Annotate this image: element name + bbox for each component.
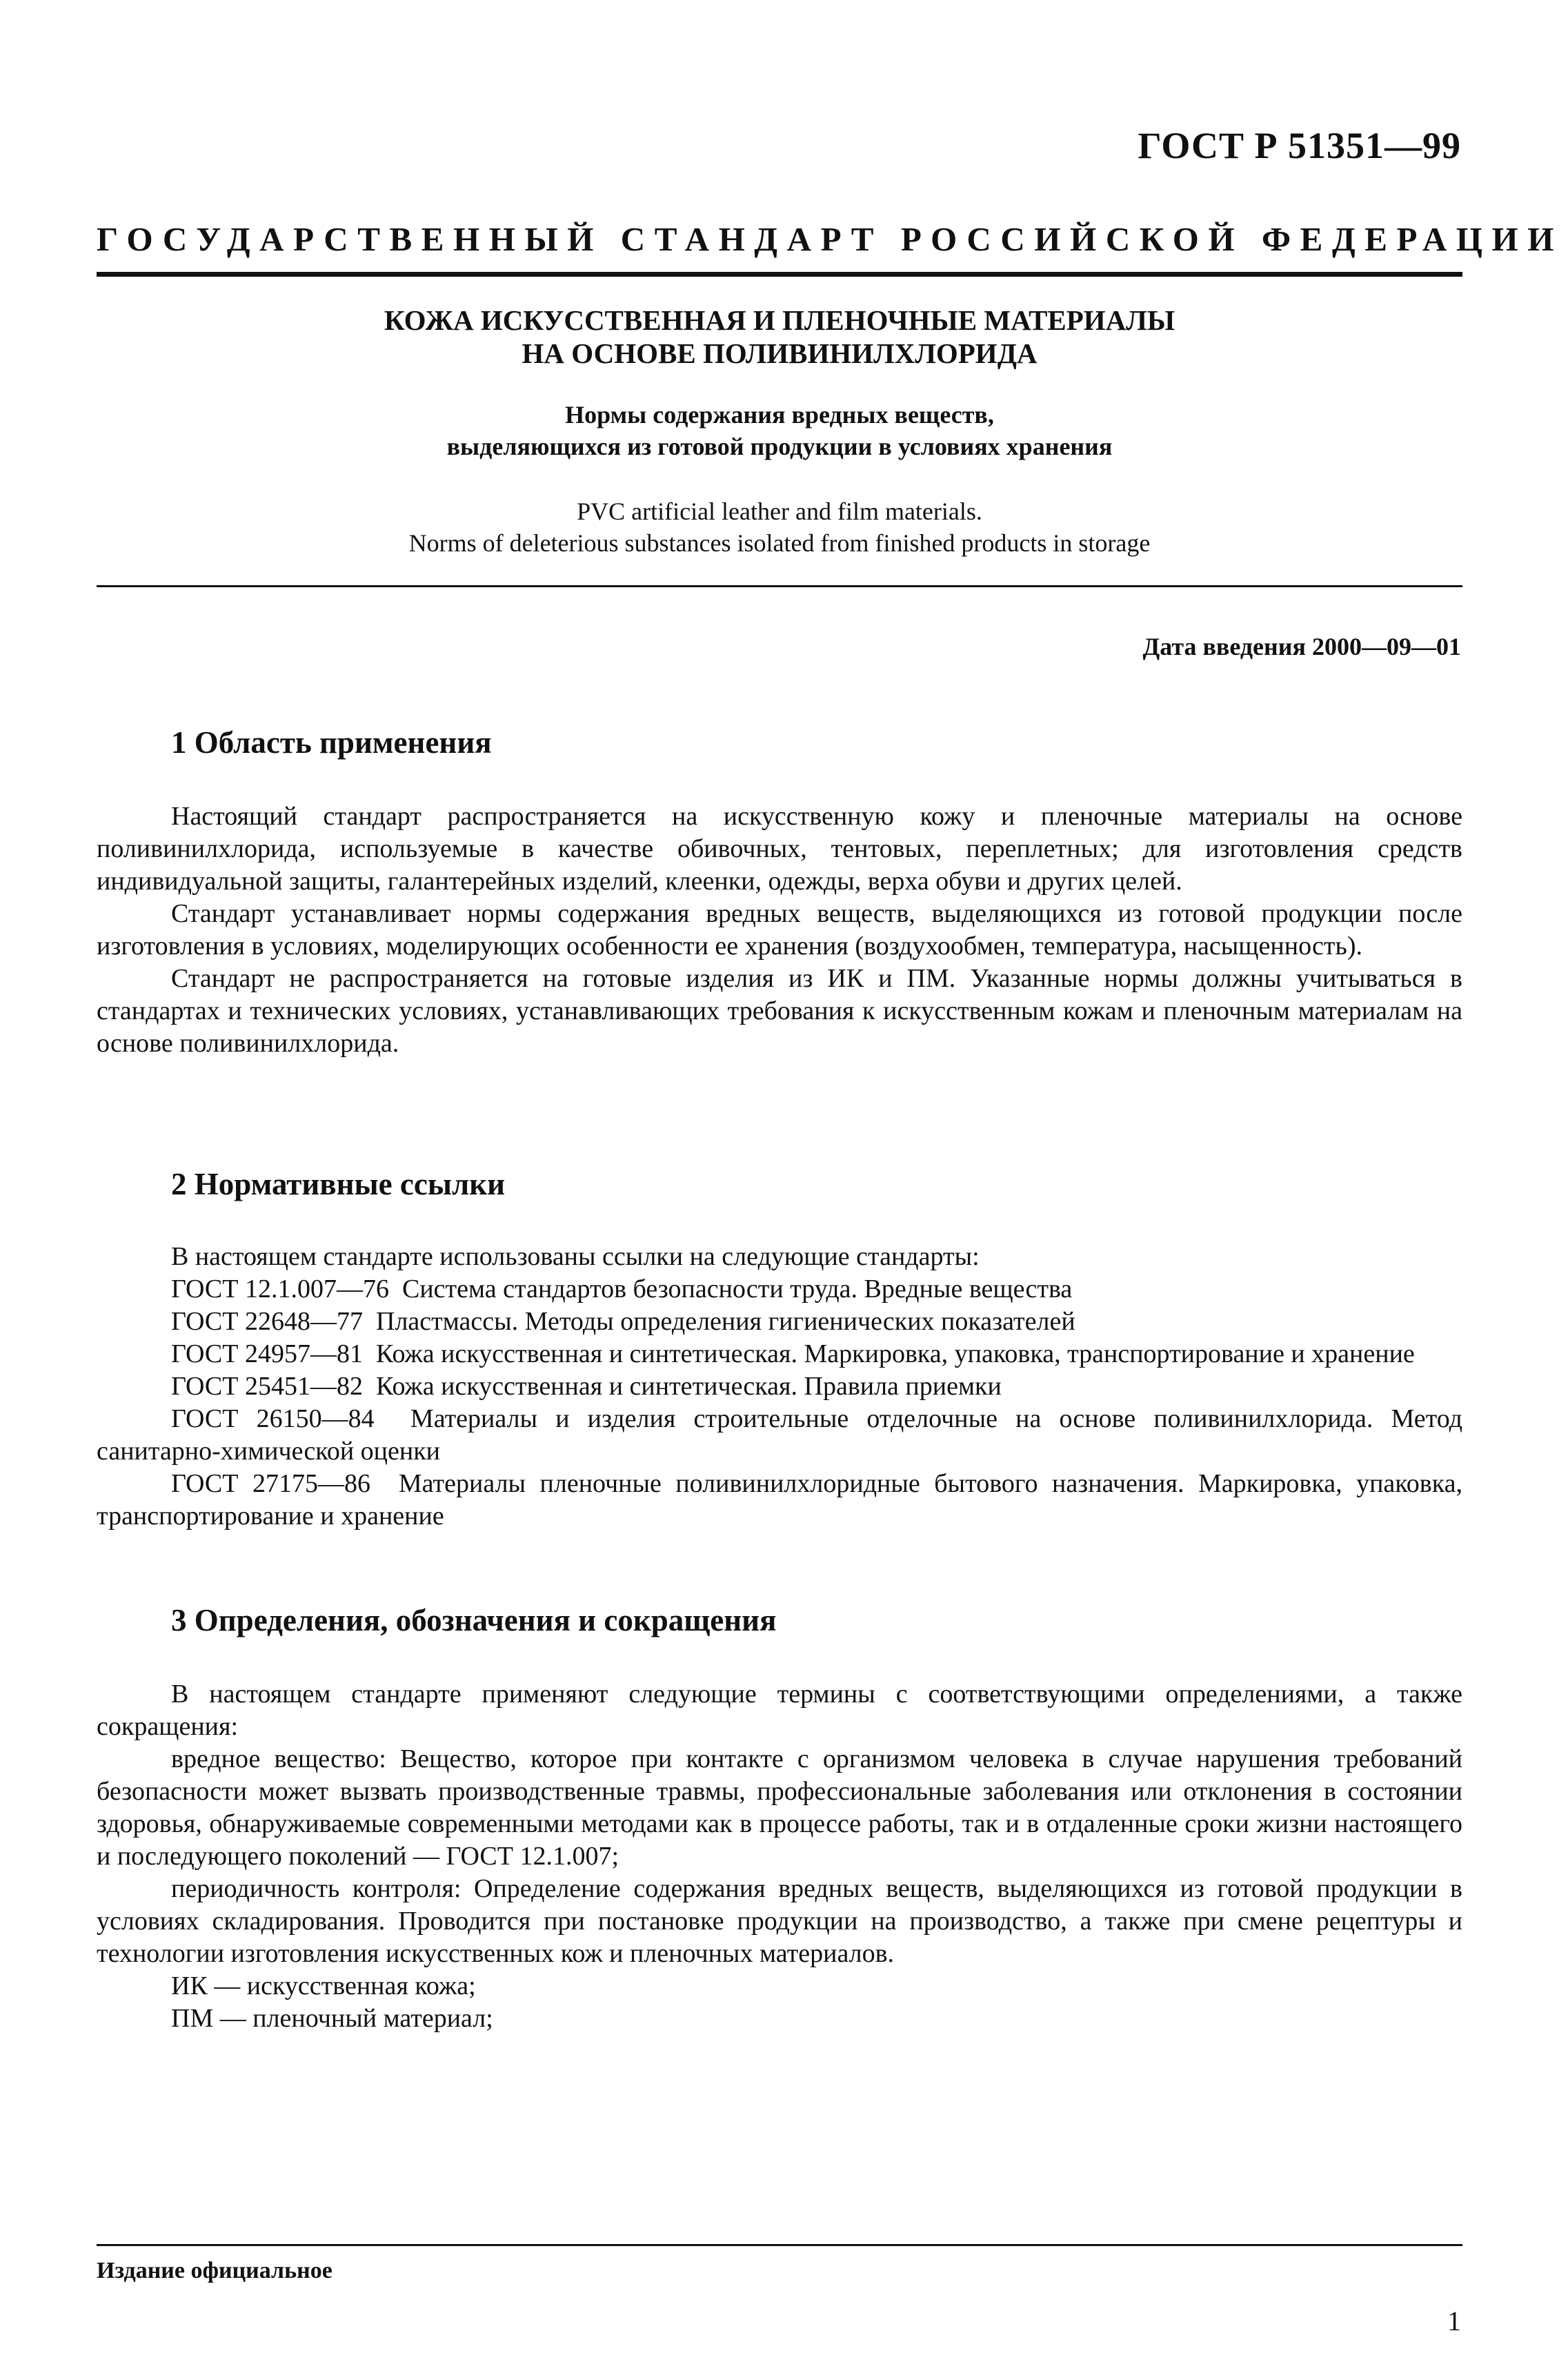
reference-item [97,1306,1462,1338]
section-1-paragraph: Стандарт устанавливает нормы содержания вредных веществ, выделяющихся из готовой продукции после изготовления в условиях, моделирующих особенности ее хранения (воздухообмен, температура, насыщенность). [97,899,1462,961]
document-subtitle [97,399,1462,462]
reference-code: ГОСТ 12.1.007—76 [171,1275,389,1303]
reference-title: Кожа искусственная и синтетическая. Правила приемки [376,1372,1002,1401]
reference-code: ГОСТ 27175—86 [171,1469,370,1498]
reference-title: Материалы пленочные поливинилхлоридные бытового назначения. Маркировка, упаковка, транспортирование и хранение [97,1469,1463,1531]
english-title-line-2: Norms of deleterious substances isolated from finished products in storage [408,529,1151,557]
document-title [97,304,1462,370]
document-number: ГОСТ Р 51351—99 [1138,125,1461,166]
reference-code: ГОСТ 22648—77 [171,1307,363,1336]
english-title [97,495,1462,559]
reference-title: Материалы и изделия строительные отделочные на основе поливинилхлорида. Метод санитарно-химической оценки [97,1404,1463,1466]
introduction-date: Дата введения 2000—09—01 [1142,633,1461,660]
page-number: 1 [1447,2305,1461,2336]
section-1-paragraph: Стандарт не распространяется на готовые изделия из ИК и ПМ. Указанные нормы должны учитываться в стандартах и технических условиях, устанавливающих требования к искусственным кожам и пленочным материалам на основе поливинилхлорида. [97,964,1462,1058]
title-line-2: НА ОСНОВЕ ПОЛИВИНИЛХЛОРИДА [522,337,1038,369]
subtitle-line-1: Нормы содержания вредных веществ, [565,401,994,429]
reference-code: ГОСТ 24957—81 [171,1339,363,1368]
definition-control-frequency: периодичность контроля: Определение содержания вредных веществ, выделяющихся из готовой продукции в условиях складирования. Проводится при постановке продукции на производство, а также при смене рецептуры и технологии изготовления искусственных кож и пленочных материалов. [97,1874,1462,1968]
reference-item [97,1338,1462,1370]
reference-title: Пластмассы. Методы определения гигиенических показателей [376,1307,1075,1336]
title-line-1: КОЖА ИСКУССТВЕННАЯ И ПЛЕНОЧНЫЕ МАТЕРИАЛЫ [384,304,1175,336]
references-intro: В настоящем стандарте использованы ссылки на следующие стандарты: [171,1242,980,1271]
abbreviation-pm: ПМ — пленочный материал; [171,2004,493,2033]
abbreviation-ik: ИК — искусственная кожа; [171,1971,476,2000]
reference-title: Кожа искусственная и синтетическая. Маркировка, упаковка, транспортирование и хранение [376,1339,1415,1368]
section-3-body [97,1678,1462,2035]
english-title-line-1: PVC artificial leather and film materials. [577,498,982,525]
reference-item [97,1403,1462,1468]
header-divider [97,272,1462,277]
section-1-paragraph: Настоящий стандарт распространяется на искусственную кожу и пленочные материалы на основе поливинилхлорида, используемые в качестве обивочных, тентовых, переплетных; для изготовления средств индивидуальной защиты, галантерейных изделий, клеенки, одежды, верха обуви и других целей. [97,802,1462,896]
section-3-heading: 3 Определения, обозначения и сокращения [171,1603,777,1637]
state-standard-heading: ГОСУДАРСТВЕННЫЙ СТАНДАРТ РОССИЙСКОЙ ФЕДЕРАЦИИ [97,220,1563,258]
section-3-paragraph: В настоящем стандарте применяют следующие термины с соответствующими определениями, а также сокращения: [97,1680,1462,1741]
definition-harmful-substance: вредное вещество: Вещество, которое при контакте с организмом человека в случае нарушения требований безопасности может вызвать производственные травмы, профессиональные заболевания или отклонения в состоянии здоровья, обнаруживаемые современными методами как в процессе работы, так и в отдаленные сроки жизни настоящего и последующего поколений — ГОСТ 12.1.007; [97,1744,1462,1871]
reference-item [97,1370,1462,1403]
section-1-heading: 1 Область применения [171,725,492,760]
reference-code: ГОСТ 25451—82 [171,1372,363,1401]
subtitle-line-2: выделяющихся из готовой продукции в условиях хранения [446,433,1113,460]
reference-item [97,1273,1462,1306]
footer-divider [97,2244,1462,2246]
section-1-body [97,800,1462,1060]
title-divider [97,585,1462,587]
section-2-heading: 2 Нормативные ссылки [171,1167,506,1201]
official-edition-label: Издание официальное [97,2258,333,2283]
reference-code: ГОСТ 26150—84 [171,1404,375,1433]
reference-item [97,1468,1462,1533]
reference-title: Система стандартов безопасности труда. Вредные вещества [402,1275,1073,1303]
section-2-body [97,1241,1462,1533]
